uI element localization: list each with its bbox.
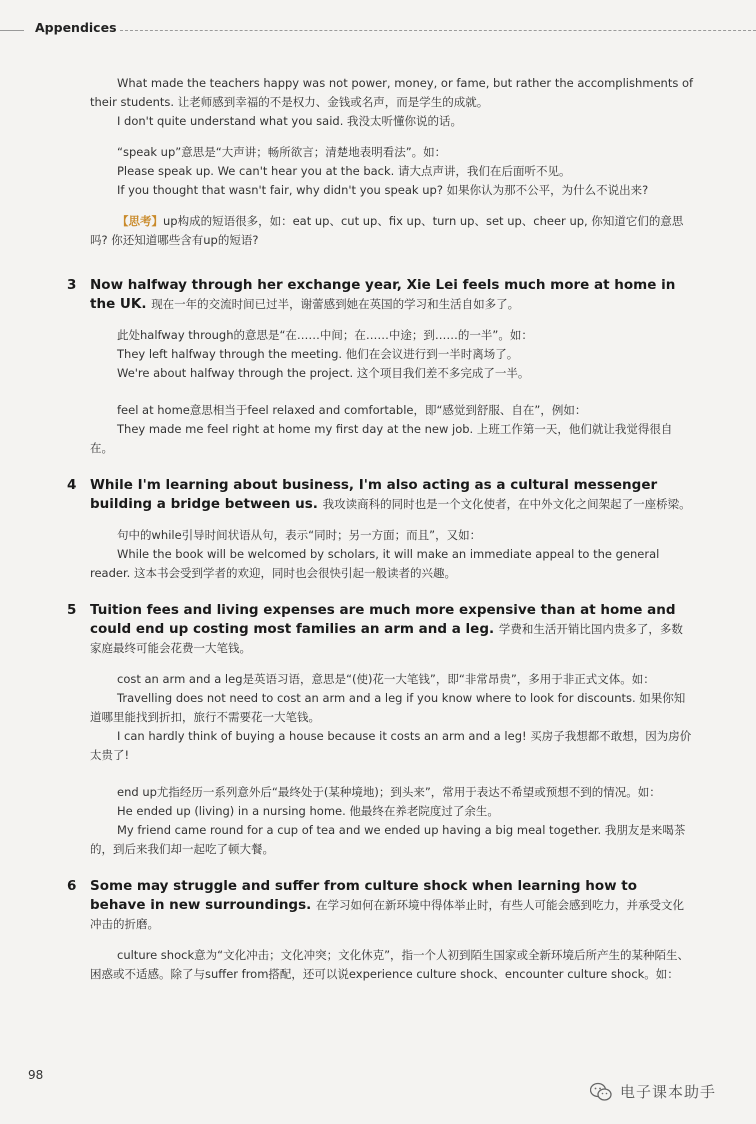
item-5-example-4: My friend came round for a cup of tea and we ended up having a big meal together. 我朋友是来喝茶的，到后来我们却一起吃了顿大餐。 bbox=[90, 823, 686, 856]
item-5-note-2: end up尤指经历一系列意外后“最终处于(某种境地)；到头来”，常用于表达不希望或预想不到的情况。如： bbox=[117, 785, 661, 799]
think-tag: 【思考】 bbox=[117, 214, 163, 228]
speak-up-example-2: If you thought that wasn't fair, why didn't you speak up? 如果你认为那不公平，为什么不说出来? bbox=[117, 183, 649, 197]
item-3-note-1: 此处halfway through的意思是“在……中间；在……中途；到……的一半”。如： bbox=[117, 328, 533, 342]
item-5-note-1: cost an arm and a leg是英语习语，意思是“(使)花一大笔钱”，即“非常昂贵”，多用于非正式文体。如： bbox=[117, 672, 655, 686]
item-3-example-2: We're about halfway through the project. 这个项目我们差不多完成了一半。 bbox=[117, 366, 530, 380]
item-number: 5 bbox=[67, 602, 77, 618]
watermark bbox=[590, 1080, 750, 1106]
item-5-example-2: I can hardly think of buying a house because it costs an arm and a leg! 买房子我想都不敢想，因为房价太贵了! bbox=[90, 729, 692, 762]
item-5-english: Tuition fees and living expenses are much more expensive than at home and could end up costing most families an arm and a leg. bbox=[90, 602, 676, 637]
item-3-english: Now halfway through her exchange year, Xie Lei feels much more at home in the UK. bbox=[90, 277, 676, 312]
item-3-note-2: feel at home意思相当于feel relaxed and comfortable，即“感觉到舒服、自在”，例如： bbox=[117, 403, 587, 417]
item-3-heading bbox=[0, 276, 756, 314]
think-text: up构成的短语很多，如：eat up、cut up、fix up、turn up、set up、cheer up, 你知道它们的意思吗? 你还知道哪些含有up的短语? bbox=[90, 214, 684, 247]
item-4-example-1: While the book will be welcomed by scholars, it will make an immediate appeal to the general reader. 这本书会受到学者的欢迎，同时也会很快引起一般读者的兴趣。 bbox=[90, 547, 660, 580]
watermark-text: 电子课本助手 bbox=[620, 1083, 717, 1101]
item-4-note-1: 句中的while引导时间状语从句，表示“同时；另一方面；而且”，又如： bbox=[117, 528, 482, 542]
item-5-chinese: 学费和生活开销比国内贵多了，多数家庭最终可能会花费一大笔钱。 bbox=[90, 622, 683, 655]
item-3-example-1: They left halfway through the meeting. 他们在会议进行到一半时离场了。 bbox=[117, 347, 519, 361]
item-number: 3 bbox=[67, 277, 77, 293]
item-5-example-3: He ended up (living) in a nursing home. 他最终在养老院度过了余生。 bbox=[117, 804, 499, 818]
item-4-heading bbox=[0, 476, 756, 514]
section-title: Appendices bbox=[35, 20, 117, 35]
page-header bbox=[0, 0, 756, 48]
item-4-english: While I'm learning about business, I'm also acting as a cultural messenger building a bridge between us. bbox=[90, 477, 658, 512]
item-6-english: Some may struggle and suffer from culture shock when learning how to behave in new surroundings. bbox=[90, 878, 638, 913]
item-number: 6 bbox=[67, 878, 77, 894]
header-rule-dashed bbox=[120, 30, 756, 31]
item-6-note-1: culture shock意为“文化冲击；文化冲突；文化休克”，指一个人初到陌生国家或全新环境后所产生的某种陌生、困惑或不适感。除了与suffer from搭配，还可以说experience culture shock、encounter culture shock。如： bbox=[90, 948, 690, 981]
page-content bbox=[0, 74, 756, 984]
page-number: 98 bbox=[28, 1068, 44, 1082]
item-5-example-1: Travelling does not need to cost an arm and a leg if you know where to look for discounts. 如果你知道哪里能找到折扣，旅行不需要花一大笔钱。 bbox=[90, 691, 686, 724]
item-5-heading bbox=[0, 601, 756, 658]
item-6-heading bbox=[0, 877, 756, 934]
think-box bbox=[0, 212, 756, 250]
speak-up-definition: “speak up”意思是“大声讲；畅所欲言；清楚地表明看法”。如： bbox=[117, 145, 447, 159]
speak-up-example-1: Please speak up. We can't hear you at the back. 请大点声讲，我们在后面听不见。 bbox=[117, 164, 571, 178]
item-6-chinese: 在学习如何在新环境中得体举止时，有些人可能会感到吃力，并承受文化冲击的折磨。 bbox=[90, 898, 684, 931]
wechat-icon bbox=[590, 1082, 612, 1102]
intro-example-1: I don't quite understand what you said. 我没太听懂你说的话。 bbox=[117, 114, 463, 128]
item-number: 4 bbox=[67, 477, 77, 493]
item-3-example-3: They made me feel right at home my first day at the new job. 上班工作第一天，他们就让我觉得很自在。 bbox=[90, 422, 673, 455]
header-rule-left bbox=[0, 30, 24, 31]
item-4-chinese: 我攻读商科的同时也是一个文化使者，在中外文化之间架起了一座桥梁。 bbox=[322, 497, 691, 511]
item-3-chinese: 现在一年的交流时间已过半，谢蕾感到她在英国的学习和生活自如多了。 bbox=[151, 297, 520, 311]
intro-paragraph-1: What made the teachers happy was not power, money, or fame, but rather the accomplishments of their students. 让老师感到幸福的不是权力、金钱或名声，而是学生的成就。 bbox=[90, 76, 694, 109]
